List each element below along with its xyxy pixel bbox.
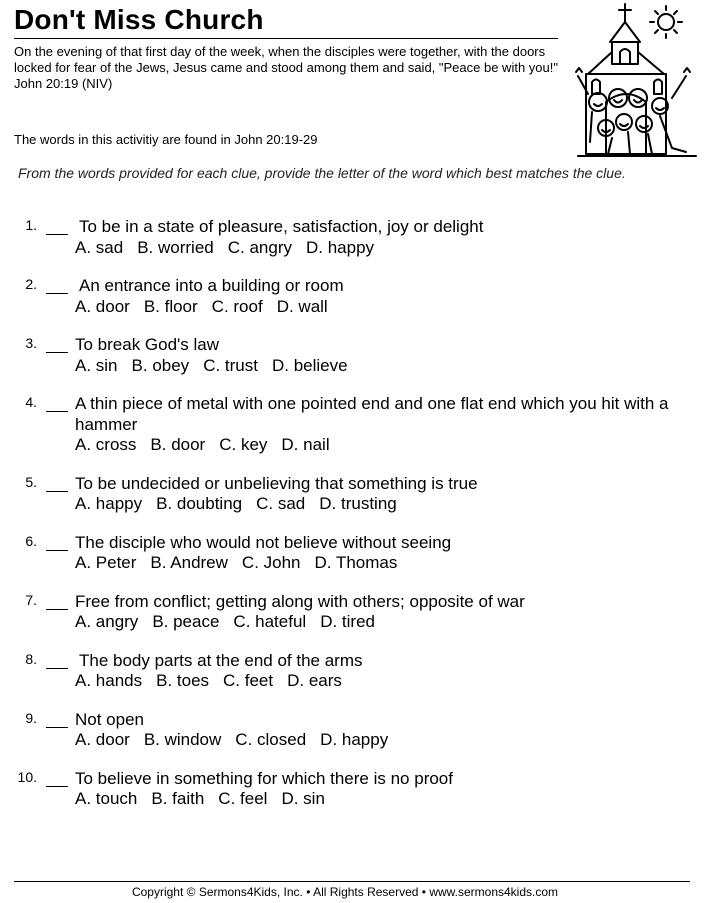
question-clue: The disciple who would not believe without seeing <box>75 532 452 552</box>
church-with-children-icon <box>568 2 708 162</box>
option: A. happy <box>75 494 143 513</box>
option: C. roof <box>211 296 263 316</box>
option: A. angry <box>75 612 139 631</box>
page-title: Don't Miss Church <box>14 4 264 35</box>
option: A. touch <box>75 789 138 808</box>
question-item <box>0 769 719 810</box>
option: B. Andrew <box>150 553 228 572</box>
question-number: 3. <box>25 335 37 351</box>
option: D. happy <box>320 730 389 749</box>
question-item <box>0 592 719 633</box>
answer-options <box>75 238 719 259</box>
option: D. Thomas <box>314 553 398 572</box>
option: C. trust <box>203 355 258 375</box>
answer-options <box>75 789 719 810</box>
question-item <box>0 335 719 376</box>
option: D. trusting <box>319 494 397 513</box>
option: C. John <box>241 553 301 572</box>
option: C. angry <box>227 237 292 257</box>
answer-options <box>75 671 719 692</box>
question-clue: To break God's law <box>75 335 220 354</box>
option: D. wall <box>276 296 328 316</box>
option: C. feet <box>223 671 274 690</box>
question-item <box>0 710 719 751</box>
question-item <box>0 651 719 692</box>
question-item <box>0 217 719 258</box>
option: D. tired <box>320 612 375 631</box>
option: A. Peter <box>75 553 137 572</box>
option: D. sin <box>281 789 325 808</box>
option: B. peace <box>152 612 220 631</box>
question-number: 4. <box>25 394 37 410</box>
answer-options <box>75 297 719 318</box>
option: A. cross <box>75 435 137 454</box>
footer-divider <box>14 881 690 882</box>
answer-options <box>75 494 719 515</box>
option: B. obey <box>131 355 190 375</box>
title-divider <box>14 38 558 39</box>
instructions: From the words provided for each clue, provide the letter of the word which best matches the clue. <box>18 165 626 181</box>
question-item <box>0 474 719 515</box>
answer-blank[interactable] <box>46 352 68 353</box>
question-number: 8. <box>25 650 37 667</box>
option: B. floor <box>143 296 198 316</box>
answer-options <box>75 356 719 377</box>
option: B. door <box>150 435 206 454</box>
question-clue: The body parts at the end of the arms <box>79 650 363 670</box>
option: A. door <box>75 730 130 749</box>
question-number: 10. <box>17 768 37 785</box>
question-clue: To believe in something for which there is no proof <box>75 768 453 788</box>
option: C. closed <box>235 730 307 749</box>
question-number: 5. <box>25 473 37 490</box>
option: D. ears <box>287 671 342 690</box>
question-number: 1. <box>25 217 37 233</box>
option: C. key <box>219 435 268 454</box>
answer-blank[interactable] <box>46 609 68 610</box>
answer-options <box>75 435 719 456</box>
question-list <box>0 217 719 828</box>
option: B. faith <box>151 789 205 808</box>
option: A. sin <box>75 355 118 375</box>
scripture-verse: On the evening of that first day of the week, when the disciples were together, with the doors locked for fear of the Jews, Jesus came and stood among them and said, "Peace be with you!" John 20:19 (NIV) <box>14 44 558 91</box>
question-number: 9. <box>25 709 37 726</box>
option: D. nail <box>281 435 330 454</box>
question-item <box>0 533 719 574</box>
answer-blank[interactable] <box>46 727 68 728</box>
answer-options <box>75 730 719 751</box>
option: C. hateful <box>233 612 307 631</box>
question-item <box>0 276 719 317</box>
question-clue: To be in a state of pleasure, satisfaction, joy or delight <box>79 217 484 236</box>
answer-blank[interactable] <box>46 786 68 787</box>
answer-blank[interactable] <box>46 234 68 235</box>
option: C. sad <box>256 494 306 513</box>
answer-blank[interactable] <box>46 491 68 492</box>
question-clue: An entrance into a building or room <box>79 276 344 295</box>
question-clue: To be undecided or unbelieving that something is true <box>75 473 478 493</box>
option: A. sad <box>75 237 124 257</box>
answer-blank[interactable] <box>46 668 68 669</box>
option: B. window <box>143 730 222 749</box>
question-number: 2. <box>25 276 37 292</box>
question-clue: Free from conflict; getting along with others; opposite of war <box>75 591 525 611</box>
scripture-source: The words in this activitiy are found in John 20:19-29 <box>14 132 318 147</box>
option: B. doubting <box>156 494 243 513</box>
question-clue: A thin piece of metal with one pointed end and one flat end which you hit with a hammer <box>75 394 669 434</box>
question-clue: Not open <box>75 709 144 729</box>
option: B. worried <box>137 237 214 257</box>
question-item <box>0 394 719 456</box>
answer-blank[interactable] <box>46 293 68 294</box>
option: C. feel <box>218 789 268 808</box>
option: B. toes <box>156 671 210 690</box>
option: A. door <box>75 296 130 316</box>
question-number: 6. <box>25 532 37 549</box>
option: A. hands <box>75 671 143 690</box>
question-number: 7. <box>25 591 37 608</box>
answer-blank[interactable] <box>46 550 68 551</box>
option: D. believe <box>271 355 348 375</box>
answer-options <box>75 612 719 633</box>
answer-blank[interactable] <box>46 411 68 412</box>
copyright-footer: Copyright © Sermons4Kids, Inc. • All Rights Reserved • www.sermons4kids.com <box>131 885 559 899</box>
option: D. happy <box>305 237 375 257</box>
answer-options <box>75 553 719 574</box>
